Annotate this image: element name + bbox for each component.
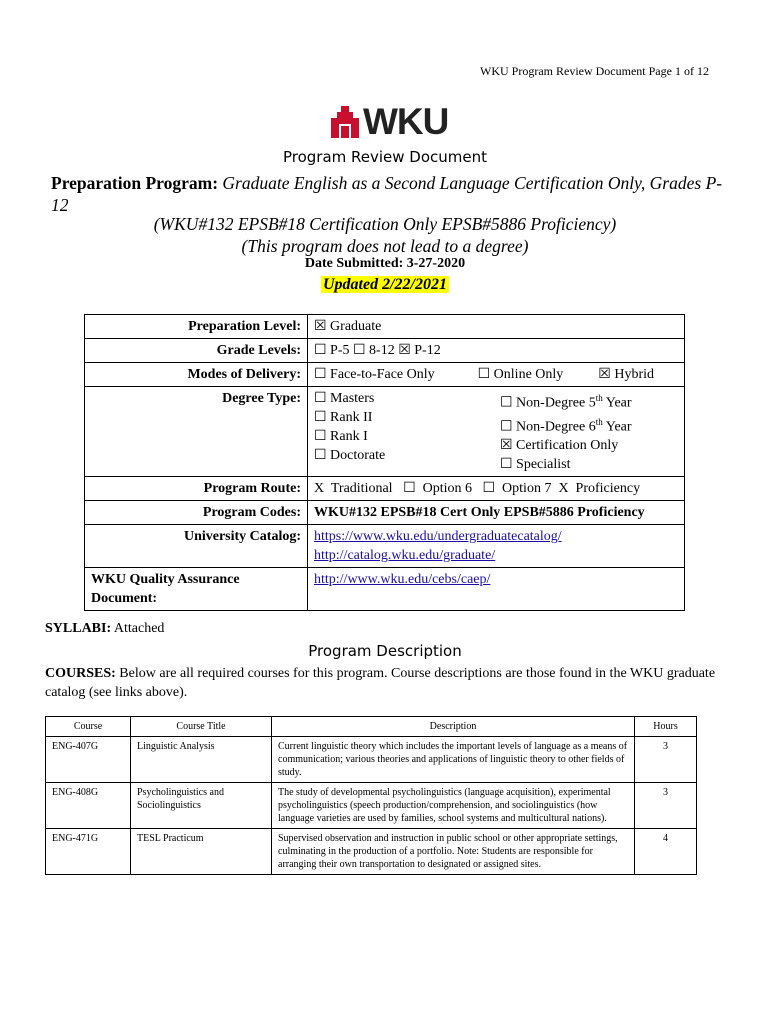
table-row [46,737,697,783]
quality-assurance-label: WKU Quality Assurance Document: [85,568,308,611]
document-title: Program Review Document [282,148,488,166]
course-hours: 3 [635,737,697,783]
course-table [45,716,697,875]
row-university-catalog [85,525,685,568]
course-hours: 4 [635,829,697,875]
row-prep-level [85,315,685,339]
course-title: Linguistic Analysis [131,737,272,783]
delivery-label: Modes of Delivery: [85,363,308,387]
program-info-table [84,314,685,611]
course-code: ENG-407G [46,737,131,783]
syllabi-value: Attached [113,621,165,636]
program-codes-label: Program Codes: [85,501,308,525]
row-program-codes [85,501,685,525]
degree-right-list [500,389,632,474]
degree-doctorate: ☐ Doctorate [314,448,386,463]
table-row [46,783,697,829]
delivery-hybrid: ☒ Hybrid [598,367,654,382]
preparation-program [51,172,731,216]
header-course: Course [46,717,131,737]
program-codes-value: WKU#132 EPSB#18 Cert Only EPSB#5886 Proficiency [308,501,685,525]
delivery-value [308,363,685,387]
course-code: ENG-408G [46,783,131,829]
table-row [46,829,697,875]
course-description: Current linguistic theory which includes the important levels of language as a means of communication; various theories and applications of linguistic theory to other fields of study. [272,737,635,783]
grade-levels-value: ☐ P-5 ☐ 8-12 ☒ P-12 [308,339,685,363]
degree-masters: ☐ Masters [314,391,375,406]
delivery-face-to-face: ☐ Face-to-Face Only [314,367,435,382]
row-grade-levels [85,339,685,363]
row-degree-type [85,387,685,477]
updated-highlight: Updated 2/22/2021 [323,276,447,293]
degree-left-list [314,389,500,474]
syllabi-line [45,621,164,637]
course-title: TESL Practicum [131,829,272,875]
row-delivery [85,363,685,387]
prep-level-value: ☒ Graduate [308,315,685,339]
course-code: ENG-471G [46,829,131,875]
prep-program-text: Graduate English as a Second Language Certification Only, Grades P-12 [51,173,723,215]
university-catalog-value [308,525,685,568]
syllabi-label: SYLLABI: [45,621,112,636]
undergraduate-catalog-link[interactable]: https://www.wku.edu/undergraduatecatalog/ [314,529,562,545]
degree-specialist: ☐ Specialist [500,457,571,473]
degree-rank-ii: ☐ Rank II [314,410,373,425]
degree-non-degree-5th: ☐ Non-Degree 5th Year [500,393,632,411]
courses-text: Below are all required courses for this program. Course descriptions are those found in the WKU graduate catalog (see links above). [45,666,716,700]
prep-program-label: Preparation Program: [51,173,219,193]
degree-type-value [308,387,685,477]
row-program-route [85,477,685,501]
program-route-value: X Traditional ☐ Option 6 ☐ Option 7 X Proficiency [308,477,685,501]
caep-link[interactable]: http://www.wku.edu/cebs/caep/ [314,572,491,588]
graduate-catalog-link[interactable]: http://catalog.wku.edu/graduate/ [314,548,496,564]
courses-intro [45,664,735,702]
row-quality-assurance [85,568,685,611]
updated-wrap [0,276,770,294]
course-table-header [46,717,697,737]
degree-type-label: Degree Type: [85,387,308,477]
course-hours: 3 [635,783,697,829]
program-route-label: Program Route: [85,477,308,501]
grade-levels-label: Grade Levels: [85,339,308,363]
wku-logo [329,101,449,142]
delivery-online: ☐ Online Only [477,367,564,382]
date-submitted: Date Submitted: 3-27-2020 [304,256,466,271]
program-description-title: Program Description [308,642,462,660]
courses-label: COURSES: [45,666,116,681]
header-course-title: Course Title [131,717,272,737]
logo-text: WKU [363,101,449,142]
course-description: Supervised observation and instruction in public school or other appropriate settings, culminating in the production of a portfolio. Note: Students are responsible for arranging their own transportation to designated or assigned sites. [272,829,635,875]
quality-assurance-value [308,568,685,611]
no-degree-note: (This program does not lead to a degree) [241,236,529,256]
degree-rank-i: ☐ Rank I [314,429,368,444]
tower-icon [329,104,361,140]
header-hours: Hours [635,717,697,737]
course-title: Psycholinguistics and Sociolinguistics [131,783,272,829]
header-description: Description [272,717,635,737]
program-codes-line: (WKU#132 EPSB#18 Certification Only EPSB#5886 Proficiency) [153,214,617,234]
university-catalog-label: University Catalog: [85,525,308,568]
degree-certification-only: ☒ Certification Only [500,438,619,454]
prep-level-label: Preparation Level: [85,315,308,339]
page-header: WKU Program Review Document Page 1 of 12 [480,64,709,78]
course-description: The study of developmental psycholinguistics (language acquisition), experimental psycholinguistics (speech production/comprehension, and sociolinguistics (how language varieties are used by families, school systems and multicultural nations). [272,783,635,829]
degree-non-degree-6th: ☐ Non-Degree 6th Year [500,416,632,435]
